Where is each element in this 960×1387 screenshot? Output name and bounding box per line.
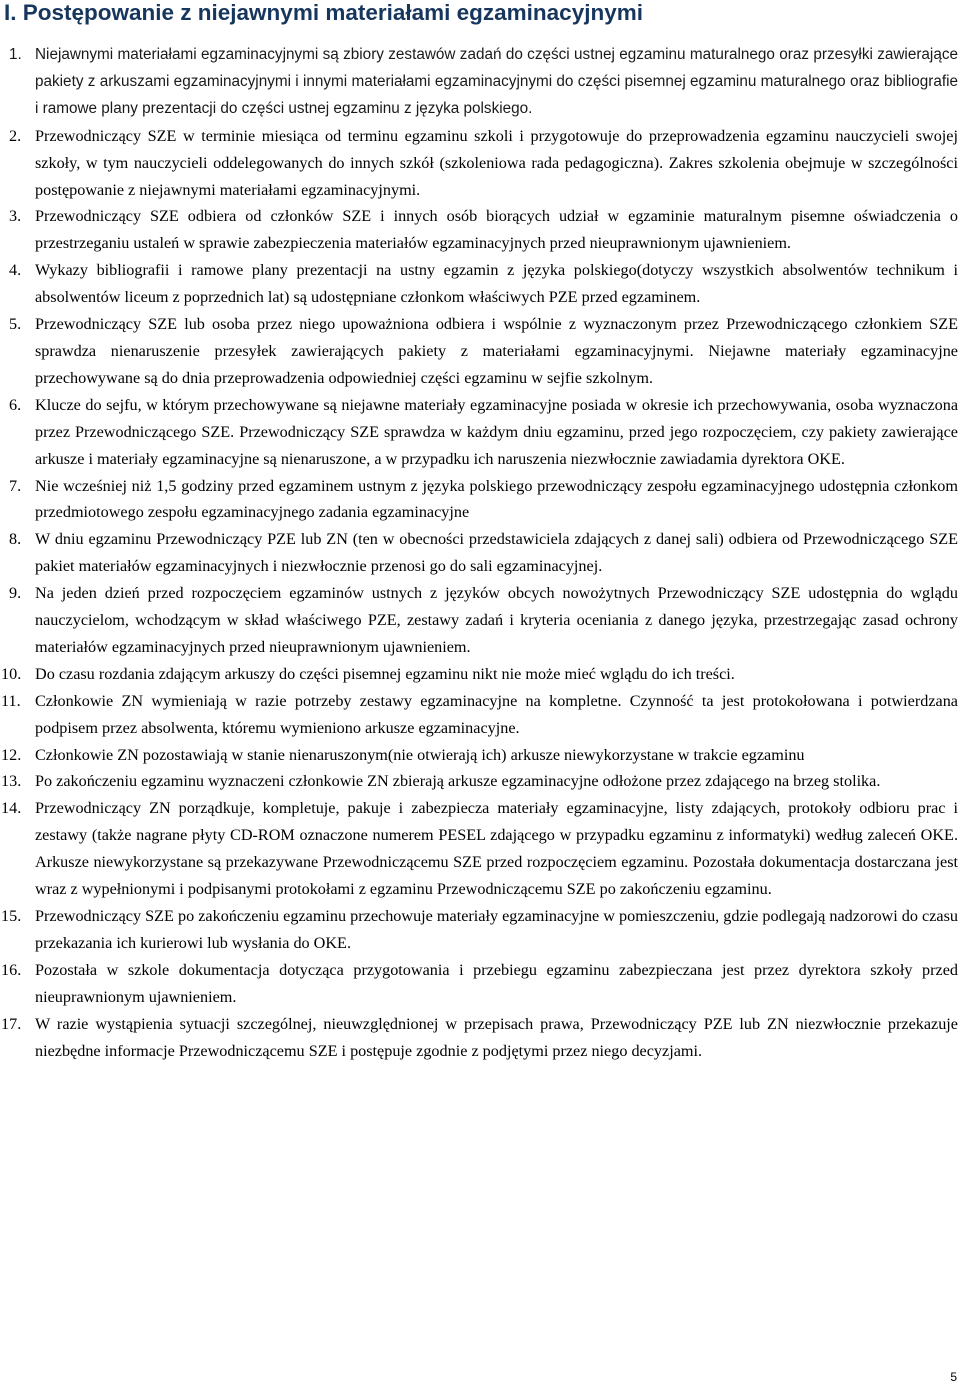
- item-number: 14.: [1, 799, 22, 818]
- item-number: 1.: [9, 46, 22, 63]
- item-number: 6.: [9, 395, 22, 414]
- item-text: Wykazy bibliografii i ramowe plany prezentacji na ustny egzamin z języka polskiego(dotyczy wszystkich absolwentów technikum i absolwentów liceum z poprzednich lat) są udostępniane członkom właściwych PZE przed egzaminem.: [35, 261, 958, 307]
- list-item-5: [0, 311, 960, 392]
- list-item-13: [0, 768, 960, 795]
- list-item-8: [0, 526, 960, 580]
- list-item-10: [0, 661, 960, 688]
- item-number: 8.: [9, 530, 22, 549]
- item-text: Niejawnymi materiałami egzaminacyjnymi są zbiory zestawów zadań do części ustnej egzaminu maturalnego oraz przesyłki zawierające pakiety z arkuszami egzaminacyjnymi i innymi materiałami egzaminacyjnymi do części pisemnej egzaminu maturalnego oraz bibliografie i ramowe plany prezentacji do części ustnej egzaminu z języka polskiego.: [35, 46, 958, 117]
- item-text: Pozostała w szkole dokumentacja dotycząca przygotowania i przebiegu egzaminu zabezpieczana jest przez dyrektora szkoły przed nieuprawnionym ujawnieniem.: [35, 960, 958, 1006]
- item-text: Członkowie ZN wymieniają w razie potrzeby zestawy egzaminacyjne na kompletne. Czynność ta jest protokołowana i potwierdzana podpisem przez absolwenta, któremu wymieniono arkusze egzaminacyjne.: [35, 691, 958, 737]
- list-item-16: [0, 957, 960, 1011]
- list-item-15: [0, 903, 960, 957]
- item-number: 15.: [1, 907, 22, 925]
- list-item-1: [0, 42, 960, 123]
- item-number: 12.: [1, 745, 22, 764]
- item-text: Klucze do sejfu, w którym przechowywane są niejawne materiały egzaminacyjne posiada w okresie ich przechowywania, osoba wyznaczona przez Przewodniczącego SZE. Przewodniczący SZE sprawdza w każdym dniu egzaminu, przed jego rozpoczęciem, czy pakiety zawierające arkusze i materiały egzaminacyjne są nienaruszone, a w przypadku ich naruszenia niezwłocznie zawiadamia dyrektora OKE.: [35, 395, 958, 468]
- item-text: Na jeden dzień przed rozpoczęciem egzaminów ustnych z języków obcych nowożytnych Przewodniczący SZE udostępnia do wglądu nauczycielom, wchodzącym w skład właściwego PZE, zestawy zadań i kryteria oceniania z danego języka, przestrzegając zasad ochrony materiałów egzaminacyjnych przed nieuprawnionym ujawnieniem.: [35, 584, 958, 656]
- item-text: Przewodniczący SZE lub osoba przez niego upoważniona odbiera i wspólnie z wyznaczonym przez Przewodniczącego członkiem SZE sprawdza nienaruszenie przesyłek zawierających pakiety z materiałami egzaminacyjnymi. Niejawne materiały egzaminacyjne przechowywane są do dnia przeprowadzenia odpowiedniej części egzaminu w sejfie szkolnym.: [35, 315, 958, 387]
- item-number: 16.: [1, 960, 22, 979]
- item-text: Po zakończeniu egzaminu wyznaczeni członkowie ZN zbierają arkusze egzaminacyjne odłożone przez zdającego na brzeg stolika.: [35, 772, 881, 791]
- item-text: Do czasu rozdania zdającym arkuszy do części pisemnej egzaminu nikt nie może mieć wglądu do ich treści.: [35, 664, 735, 683]
- item-number: 11.: [1, 691, 21, 710]
- item-number: 3.: [9, 207, 22, 226]
- list-item-11: [0, 688, 960, 742]
- list-item-9: [0, 580, 960, 661]
- item-text: Przewodniczący ZN porządkuje, kompletuje, pakuje i zabezpiecza materiały egzaminacyjne, listy zdających, protokoły odbioru prac i zestawy (także nagrane płyty CD-ROM oznaczone numerem PESEL zdającego w przypadku egzaminu z informatyki) według zaleceń OKE. Arkusze niewykorzystane są przekazywane Przewodniczącemu SZE przed rozpoczęciem egzaminu. Pozostała dokumentacja dostarczana jest wraz z wypełnionymi i podpisanymi protokołami z egzaminu Przewodniczącemu SZE po zakończeniu egzaminu.: [35, 799, 958, 899]
- item-number: 9.: [9, 584, 22, 603]
- item-number: 4.: [9, 261, 22, 280]
- item-text: W dniu egzaminu Przewodniczący PZE lub ZN (ten w obecności przedstawiciela zdających z danej sali) odbiera od Przewodniczącego SZE pakiet materiałów egzaminacyjnych i niezwłocznie przenosi go do sali egzaminacyjnej.: [35, 530, 958, 576]
- page-number: 5: [950, 1370, 957, 1384]
- item-number: 10.: [1, 664, 22, 683]
- item-text: W razie wystąpienia sytuacji szczególnej, nieuwzględnionej w przepisach prawa, Przewodniczący PZE lub ZN niezwłocznie przekazuje niezbędne informacje Przewodniczącemu SZE i postępuje zgodnie z podjętymi przez niego decyzjami.: [35, 1014, 958, 1060]
- item-text: Nie wcześniej niż 1,5 godziny przed egzaminem ustnym z języka polskiego przewodniczący zespołu egzaminacyjnego udostępnia członkom przedmiotowego zespołu egzaminacyjnego zadania egzaminacyjne: [35, 476, 958, 522]
- item-text: Przewodniczący SZE po zakończeniu egzaminu przechowuje materiały egzaminacyjne w pomieszczeniu, gdzie podlegają nadzorowi do czasu przekazania ich kurierowi lub wysłania do OKE.: [35, 907, 958, 952]
- list-item-14: [0, 795, 960, 903]
- item-text: Przewodniczący SZE odbiera od członków SZE i innych osób biorących udział w egzaminie maturalnym pisemne oświadczenia o przestrzeganiu ustaleń w sprawie zabezpieczenia materiałów egzaminacyjnych przed nieuprawnionym ujawnieniem.: [35, 207, 958, 253]
- item-text: Członkowie ZN pozostawiają w stanie nienaruszonym(nie otwierają ich) arkusze niewykorzystane w trakcie egzaminu: [35, 745, 805, 764]
- item-number: 5.: [9, 315, 22, 334]
- item-text: Przewodniczący SZE w terminie miesiąca od terminu egzaminu szkoli i przygotowuje do przeprowadzenia egzaminu nauczycieli swojej szkoły, w tym nauczycieli oddelegowanych do innych szkół (szkoleniowa rada pedagogiczna). Zakres szkolenia obejmuje w szczególności postępowanie z niejawnymi materiałami egzaminacyjnymi.: [35, 126, 958, 199]
- list-item-12: [0, 742, 960, 769]
- item-number: 2.: [9, 126, 22, 145]
- list-item-17: [0, 1011, 960, 1065]
- list-item-6: [0, 392, 960, 473]
- list-item-2: [0, 123, 960, 204]
- list-item-7: [0, 473, 960, 527]
- item-number: 17.: [1, 1014, 22, 1033]
- section-heading: I. Postępowanie z niejawnymi materiałami egzaminacyjnymi: [4, 0, 643, 25]
- item-number: 13.: [1, 772, 22, 791]
- list-item-3: [0, 203, 960, 257]
- procedure-list: [0, 42, 960, 1064]
- item-number: 7.: [9, 476, 22, 495]
- list-item-4: [0, 257, 960, 311]
